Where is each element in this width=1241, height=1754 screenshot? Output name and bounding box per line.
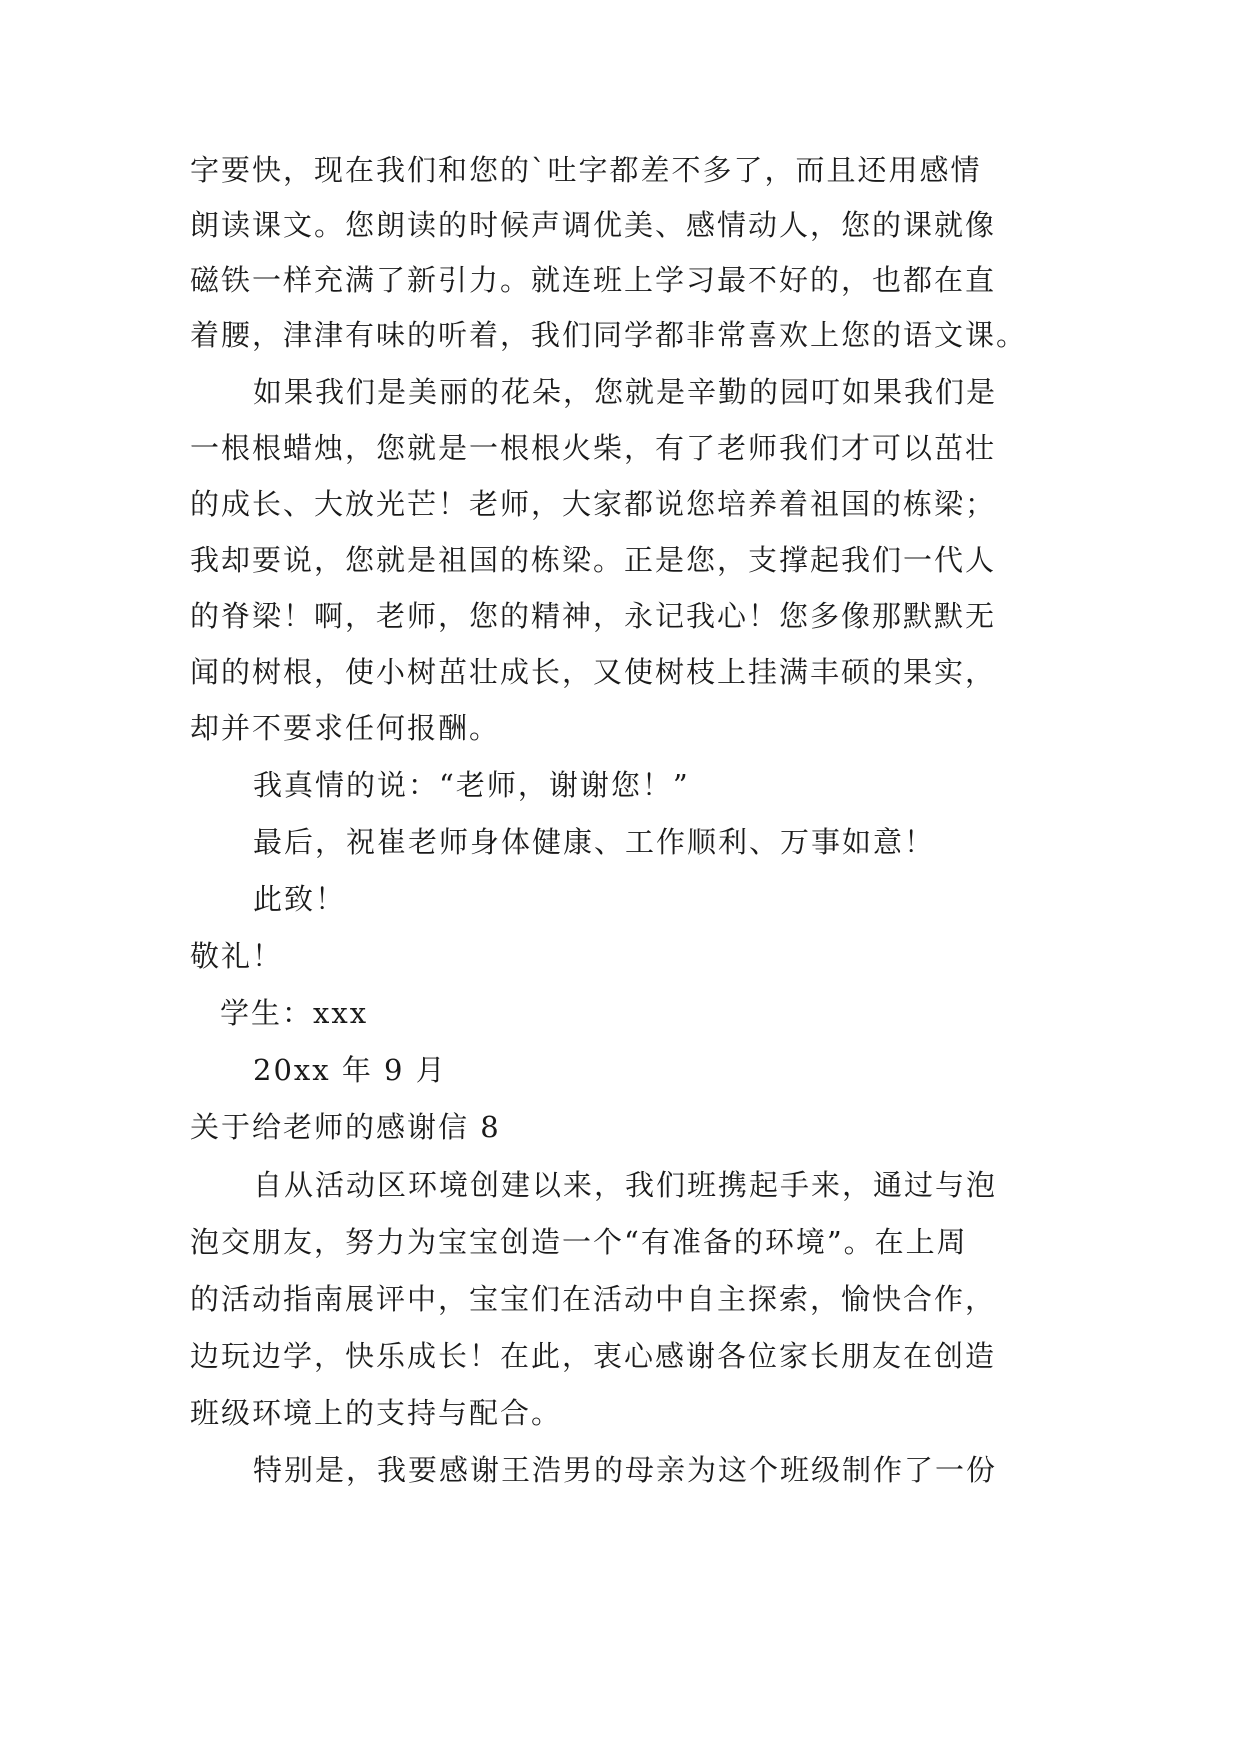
text-line: 字要快，现在我们和您的`吐字都差不多了，而且还用感情 (190, 153, 982, 187)
text-line: 泡交朋友，努力为宝宝创造一个“有准备的环境”。在上周 (190, 1225, 968, 1259)
text-line: 闻的树根，使小树茁壮成长，又使树枝上挂满丰硕的果实， (190, 655, 997, 689)
text-line: 我真情的说：“老师，谢谢您！” (253, 768, 690, 802)
signature-date: 20xx 年 9 月 (253, 1053, 447, 1087)
text-line: 最后，祝崔老师身体健康、工作顺利、万事如意！ (253, 825, 936, 859)
text-line: 我却要说，您就是祖国的栋梁。正是您，支撑起我们一代人 (190, 543, 997, 577)
text-line: 的活动指南展评中，宝宝们在活动中自主探索，愉快合作， (190, 1282, 997, 1316)
text-line: 如果我们是美丽的花朵，您就是辛勤的园叮如果我们是 (253, 375, 998, 409)
text-line: 班级环境上的支持与配合。 (190, 1396, 563, 1430)
text-line: 特别是，我要感谢王浩男的母亲为这个班级制作了一份 (253, 1453, 998, 1487)
text-line: 一根根蜡烛，您就是一根根火柴，有了老师我们才可以茁壮 (190, 431, 997, 465)
text-line: 此致！ (253, 882, 347, 916)
signature-name: 学生：xxx (220, 996, 369, 1030)
text-line: 却并不要求任何报酬。 (190, 711, 501, 745)
text-line: 着腰，津津有味的听着，我们同学都非常喜欢上您的语文课。 (190, 318, 1028, 352)
text-line: 朗读课文。您朗读的时候声调优美、感情动人，您的课就像 (190, 208, 997, 242)
text-line: 边玩边学，快乐成长！在此，衷心感谢各位家长朋友在创造 (190, 1339, 997, 1373)
text-line: 的脊梁！啊，老师，您的精神，永记我心！您多像那默默无 (190, 599, 997, 633)
text-line: 的成长、大放光芒！老师，大家都说您培养着祖国的栋梁； (190, 487, 997, 521)
text-line: 自从活动区环境创建以来，我们班携起手来，通过与泡 (253, 1168, 998, 1202)
section-heading: 关于给老师的感谢信 8 (190, 1110, 501, 1144)
text-line: 磁铁一样充满了新引力。就连班上学习最不好的，也都在直 (190, 263, 997, 297)
salutation: 敬礼！ (190, 939, 284, 973)
